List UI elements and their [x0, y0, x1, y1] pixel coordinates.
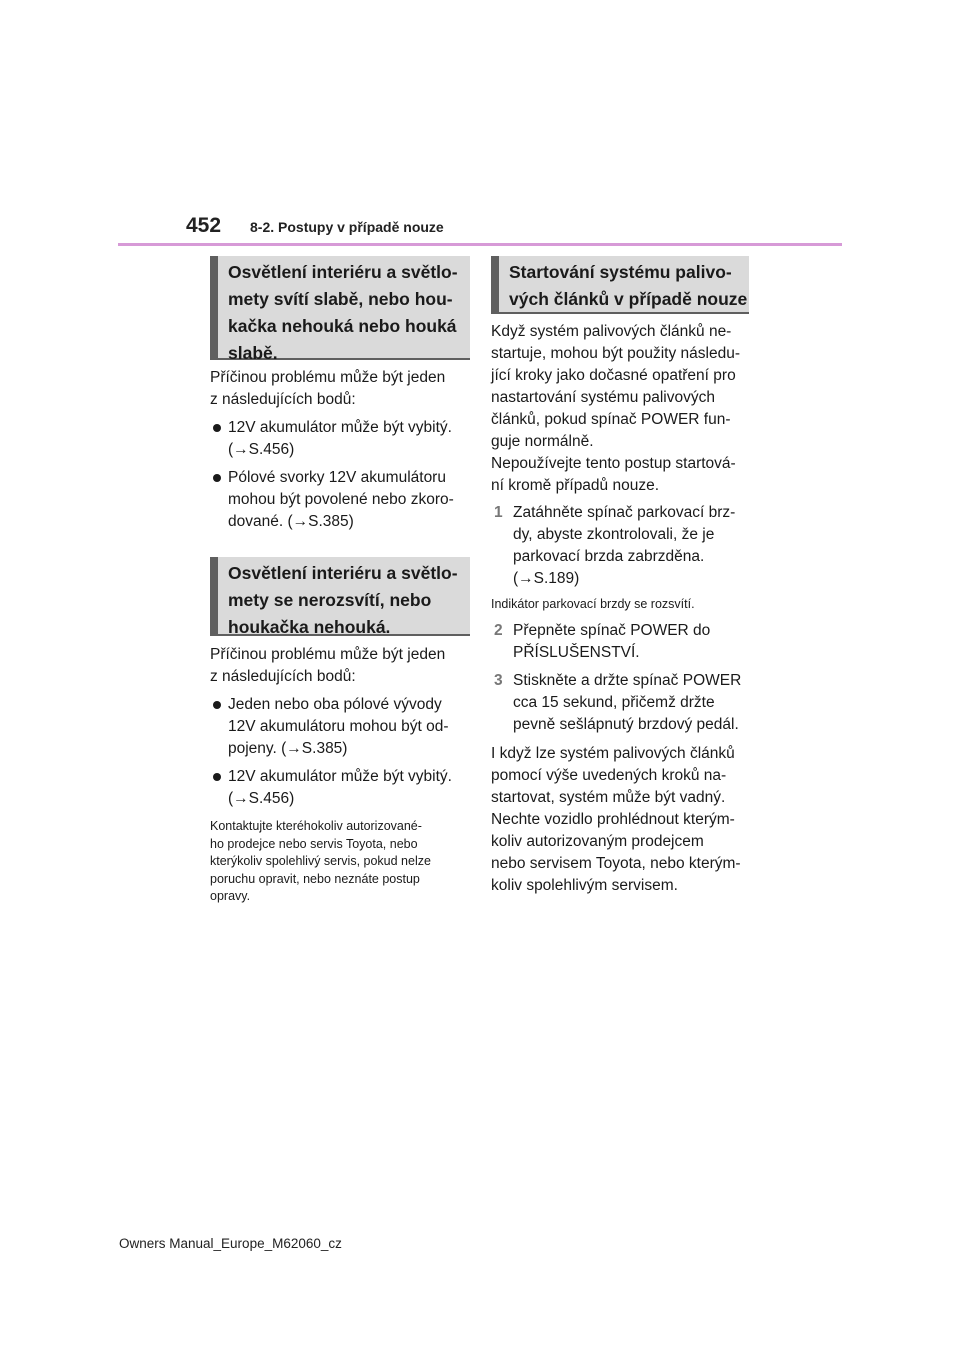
text-line: pomocí výše uvedených kroků na-: [491, 766, 727, 784]
bullet-item: [210, 694, 470, 760]
text-line: Nepoužívejte tento postup startová-: [491, 455, 736, 472]
text-line: PŘÍSLUŠENSTVÍ.: [513, 643, 640, 661]
text-line: startovat, systém může být vadný.: [491, 788, 726, 806]
step-1: [491, 502, 753, 590]
cause-intro-2: [210, 644, 470, 688]
heading-line: Osvětlení interiéru a světlo-: [228, 262, 458, 282]
text-line: z následujících bodů:: [210, 391, 356, 408]
heading-line: houkačka nehouká.: [228, 617, 391, 637]
text-line: dy, abyste zkontrolovali, že je: [513, 526, 715, 543]
left-column: [210, 256, 470, 906]
step-2: [491, 620, 753, 664]
step-3: [491, 670, 753, 736]
text-line: mohou být povolené nebo zkoro-: [228, 491, 454, 508]
text-line: cca 15 sekund, přičemž držte: [513, 693, 715, 711]
step-number: 1: [494, 504, 503, 521]
text-line: Kontaktujte kteréhokoliv autorizované-: [210, 819, 422, 833]
text-line: Jeden nebo oba pólové vývody: [228, 696, 442, 713]
text-line: Když systém palivových článků ne-: [491, 323, 732, 340]
text-line: Indikátor parkovací brzdy se rozsvítí.: [491, 597, 695, 611]
heading-line: Startování systému palivo-: [509, 262, 732, 282]
heading-no-lights: [210, 557, 470, 636]
bullet-icon: [213, 773, 221, 781]
text-line: opravy.: [210, 889, 251, 903]
text-line: pevně sešlápnutý brzdový pedál.: [513, 715, 739, 733]
bullet-item: [210, 417, 470, 461]
bullet-icon: [213, 474, 221, 482]
heading-line: mety se nerozsvítí, nebo: [228, 590, 432, 610]
text-line: I když lze systém palivových článků: [491, 744, 735, 762]
text-line: Pólové svorky 12V akumulátoru: [228, 469, 446, 486]
text-line: Příčinou problému může být jeden: [210, 646, 446, 663]
text-line: kterýkoliv spolehlivý servis, pokud nelze: [210, 854, 431, 868]
heading-dim-lights: [210, 256, 470, 363]
text-line: (→S.189): [513, 570, 580, 587]
text-line: (→S.456): [228, 790, 295, 807]
heading-emergency-start: [491, 256, 749, 314]
bullet-icon: [213, 424, 221, 432]
heading-line: Osvětlení interiéru a světlo-: [228, 563, 458, 583]
cause-intro-1: [210, 367, 470, 411]
text-line: nastartování systému palivových: [491, 389, 715, 406]
text-line: (→S.456): [228, 441, 295, 458]
text-line: z následujících bodů:: [210, 668, 356, 685]
text-line: 12V akumulátor může být vybitý.: [228, 419, 452, 436]
bullet-icon: [213, 701, 221, 709]
text-line: Přepněte spínač POWER do: [513, 621, 711, 639]
bullet-item: [210, 766, 470, 810]
text-line: ho prodejce nebo servis Toyota, nebo: [210, 836, 418, 851]
section-title: 8-2. Postupy v případě nouze: [250, 219, 444, 235]
step-1-note: [491, 596, 753, 614]
step-number: 2: [494, 621, 503, 639]
text-line: Stiskněte a držte spínač POWER: [513, 671, 742, 689]
heading-line: slabě.: [228, 343, 278, 363]
text-line: poruchu opravit, nebo neznáte postup: [210, 871, 420, 886]
page-number: 452: [186, 214, 222, 237]
text-line: Nechte vozidlo prohlédnout kterým-: [491, 810, 735, 828]
right-column: [491, 256, 753, 897]
text-line: startuje, mohou být použity následu-: [491, 345, 740, 362]
text-line: guje normálně.: [491, 433, 594, 450]
text-line: parkovací brzda zabrzděna.: [513, 548, 705, 565]
text-line: jící kroky jako dočasné opatření pro: [491, 367, 736, 384]
text-line: článků, pokud spínač POWER fun-: [491, 411, 731, 428]
step-number: 3: [494, 671, 503, 689]
emergency-intro: [491, 321, 753, 497]
text-line: nebo servisem Toyota, nebo kterým-: [491, 854, 741, 872]
text-line: Příčinou problému může být jeden: [210, 369, 446, 386]
text-line: 12V akumulátoru mohou být od-: [228, 718, 449, 735]
text-line: pojeny. (→S.385): [228, 740, 348, 757]
text-line: koliv autorizovaným prodejcem: [491, 832, 704, 850]
text-line: Zatáhněte spínač parkovací brz-: [513, 504, 736, 521]
heading-line: mety svítí slabě, nebo hou-: [228, 289, 453, 309]
emergency-outro: [491, 743, 753, 897]
footer-manual-id: Owners Manual_Europe_M62060_cz: [119, 1236, 342, 1251]
bullet-item: [210, 467, 470, 533]
text-line: ní kromě případů nouze.: [491, 477, 660, 494]
header-divider: [118, 243, 842, 246]
text-line: koliv spolehlivým servisem.: [491, 876, 678, 894]
text-line: dované. (→S.385): [228, 513, 354, 530]
heading-line: kačka nehouká nebo houká: [228, 316, 457, 336]
text-line: 12V akumulátor může být vybitý.: [228, 768, 452, 785]
heading-line: vých článků v případě nouze: [509, 289, 748, 309]
contact-note: [210, 818, 470, 906]
